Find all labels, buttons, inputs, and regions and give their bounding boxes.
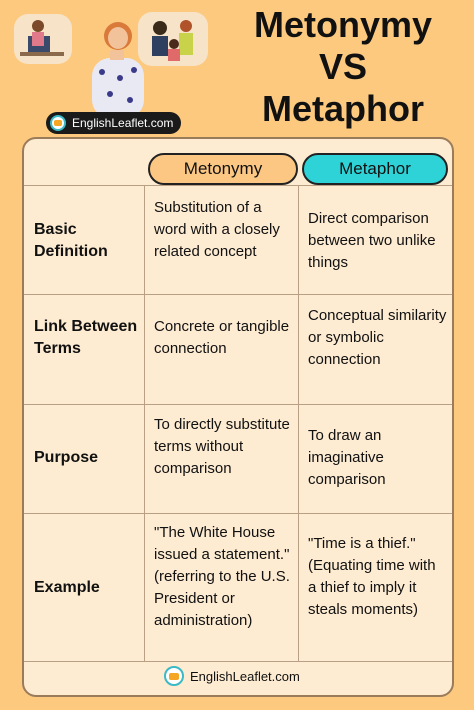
row-label-purpose: Purpose	[34, 449, 99, 466]
header-metonymy: Metonymy	[148, 153, 298, 185]
column-divider	[298, 185, 299, 661]
header	[0, 0, 474, 140]
brand-badge-top[interactable]	[46, 112, 181, 134]
page-title	[212, 4, 474, 130]
row-divider	[24, 185, 452, 186]
title-line-2: VS	[318, 46, 368, 87]
title-line-3: Metaphor	[262, 88, 424, 129]
header-metaphor: Metaphor	[302, 153, 448, 185]
row-label-basic-definition: Basic Definition	[34, 221, 108, 260]
cell-metonymy-example: "The White House issued a statement." (referring to the U.S. President or administration)	[154, 524, 290, 629]
brand-footer-name: EnglishLeaflet.com	[190, 668, 300, 684]
column-divider	[144, 185, 145, 661]
cell-metaphor-link: Conceptual similarity or symbolic connection	[308, 307, 447, 368]
brand-footer[interactable]	[164, 666, 300, 686]
row-divider	[24, 661, 452, 662]
cell-metaphor-definition: Direct comparison between two unlike things	[308, 210, 436, 271]
row-divider	[24, 513, 452, 514]
row-label-example: Example	[34, 579, 100, 596]
comparison-table	[22, 137, 454, 697]
row-divider	[24, 294, 452, 295]
cell-metonymy-definition: Substitution of a word with a closely related concept	[154, 199, 280, 260]
brand-logo-icon	[164, 666, 184, 686]
row-divider	[24, 404, 452, 405]
cell-metonymy-purpose: To directly substitute terms without comparison	[154, 416, 290, 477]
cell-metaphor-purpose: To draw an imaginative comparison	[308, 427, 386, 488]
row-label-link-between-terms: Link Between Terms	[34, 318, 138, 357]
title-line-1: Metonymy	[253, 4, 433, 45]
cell-metonymy-link: Concrete or tangible connection	[154, 318, 290, 357]
brand-logo-icon	[50, 115, 66, 131]
cell-metaphor-example: "Time is a thief." (Equating time with a thief to imply it steals moments)	[308, 535, 436, 618]
brand-name: EnglishLeaflet.com	[72, 116, 174, 130]
